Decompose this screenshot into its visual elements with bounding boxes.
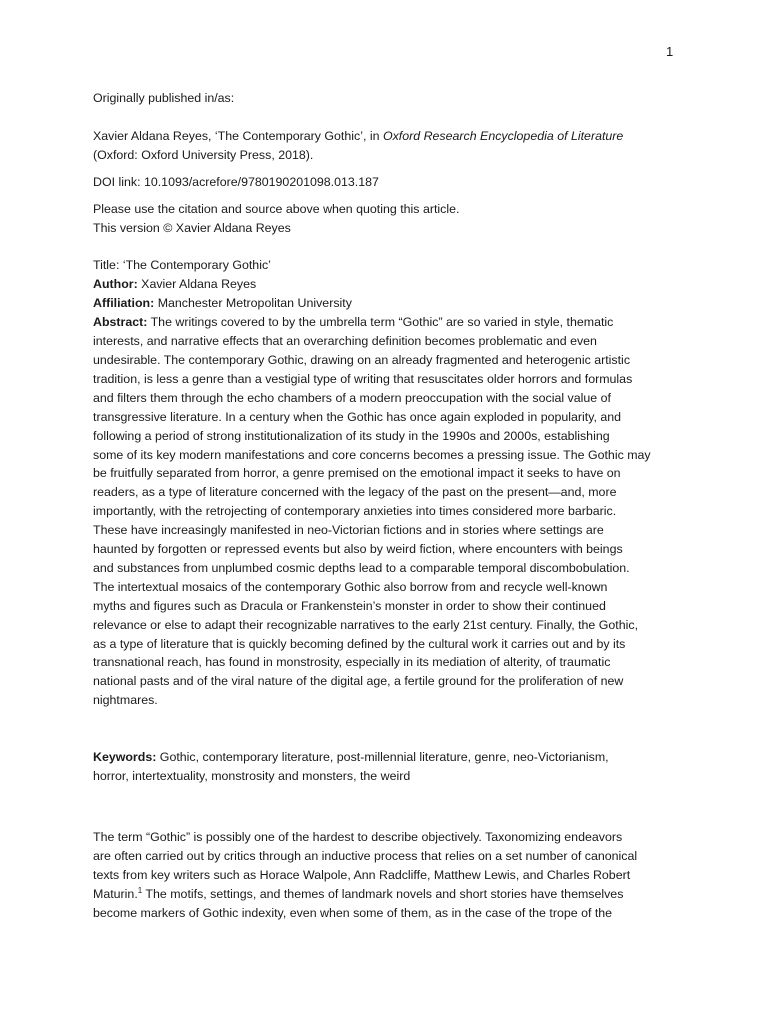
abstract-line: Abstract: The writings covered to by the umbrella term “Gothic” are so varied in style, thematic <box>93 315 614 330</box>
abstract-line: myths and figures such as Dracula or Frankenstein’s monster in order to show their continued <box>93 598 606 613</box>
abstract <box>93 313 683 710</box>
abstract-line: following a period of strong institutionalization of its study in the 1990s and 2000s, establishing <box>93 428 610 443</box>
keywords-line: Keywords: Gothic, contemporary literature, post-millennial literature, genre, neo-Victorianism, <box>93 750 609 765</box>
keywords-line: horror, intertextuality, monstrosity and monsters, the weird <box>93 769 411 784</box>
keywords <box>93 748 683 786</box>
abstract-line: some of its key modern manifestations and core concerns becomes a pressing issue. The Gothic may <box>93 447 651 462</box>
publication-heading: Originally published in/as: <box>93 91 235 105</box>
abstract-line: These have increasingly manifested in neo-Victorian fictions and in stories where settings are <box>93 523 604 538</box>
abstract-line: be fruitfully separated from horror, a genre premised on the emotional impact it seeks to have on <box>93 466 621 481</box>
citation-line-2: (Oxford: Oxford University Press, 2018). <box>93 147 314 162</box>
page-number: 1 <box>666 44 674 59</box>
body-line: are often carried out by critics through an inductive process that relies on a set number of canonical <box>93 848 638 863</box>
abstract-line: readers, as a type of literature concerned with the legacy of the past on the present—and, more <box>93 485 617 500</box>
abstract-label: Abstract: <box>93 315 148 330</box>
body-line: texts from key writers such as Horace Walpole, Ann Radcliffe, Matthew Lewis, and Charles Robert <box>93 867 631 882</box>
body-line: Maturin.$^1$ The motifs, settings, and themes of landmark novels and short stories have themselves <box>93 885 624 901</box>
affiliation-label: Affiliation: <box>93 296 155 311</box>
abstract-line: The intertextual mosaics of the contemporary Gothic also borrow from and recycle well-known <box>93 579 608 594</box>
abstract-line: and filters them through the echo chambers of a modern preoccupation with the social value of <box>93 390 611 405</box>
abstract-line: tradition, is less a genre than a vestigial type of writing that resuscitates older horrors and formulas <box>93 371 633 386</box>
version-notice: This version © Xavier Aldana Reyes <box>93 220 291 235</box>
body-line: The term “Gothic” is possibly one of the hardest to describe objectively. Taxonomizing endeavors <box>93 830 623 844</box>
body-line: become markers of Gothic indexity, even when some of them, as in the case of the trope of the <box>93 905 613 920</box>
author-label: Author: <box>93 277 138 292</box>
keywords-label: Keywords: <box>93 750 157 765</box>
citation-notice: Please use the citation and source above when quoting this article. <box>93 201 460 216</box>
abstract-line: as a type of literature that is quickly becoming defined by the cultural work it carries out and by its <box>93 636 626 651</box>
footnote-reference[interactable]: 1 <box>137 885 143 895</box>
citation-line-1 <box>93 127 683 146</box>
affiliation-value: Manchester Metropolitan University <box>154 296 352 311</box>
body-paragraph <box>93 828 683 923</box>
abstract-line: undesirable. The contemporary Gothic, drawing on an already fragmented and heterogenic artistic <box>93 352 631 367</box>
abstract-line: importantly, with the retrojecting of contemporary anxieties into times considered more barbaric. <box>93 504 617 519</box>
abstract-line: relevance or else to adapt their recognizable narratives to the early 21st century. Finally, the Gothic, <box>93 617 639 632</box>
abstract-line: interests, and narrative effects that an overarching definition becomes problematic and even <box>93 334 597 349</box>
author-line <box>93 275 683 294</box>
abstract-line: nightmares. <box>93 693 158 708</box>
abstract-line: national pasts and of the viral nature of the digital age, a fertile ground for the proliferation of new <box>93 674 624 689</box>
abstract-line: transgressive literature. In a century when the Gothic has once again exploded in popularity, and <box>93 409 622 424</box>
article-title: Title: ‘The Contemporary Gothic’ <box>93 258 271 273</box>
affiliation-line <box>93 294 683 313</box>
citation-prefix: Xavier Aldana Reyes, ‘The Contemporary Gothic’, in <box>93 128 383 143</box>
author-value: Xavier Aldana Reyes <box>137 277 257 292</box>
doi-link[interactable]: DOI link: 10.1093/acrefore/9780190201098.013.187 <box>93 174 379 189</box>
abstract-line: and substances from unplumbed cosmic depths lead to a comparable temporal discombobulation. <box>93 560 630 575</box>
abstract-line: haunted by forgotten or repressed events but also by weird fiction, where encounters with beings <box>93 542 623 557</box>
abstract-line: transnational reach, has found in monstrosity, especially in its mediation of alterity, of traumatic <box>93 655 611 670</box>
citation-journal: Oxford Research Encyclopedia of Literature <box>382 128 624 143</box>
document-content <box>93 89 683 923</box>
